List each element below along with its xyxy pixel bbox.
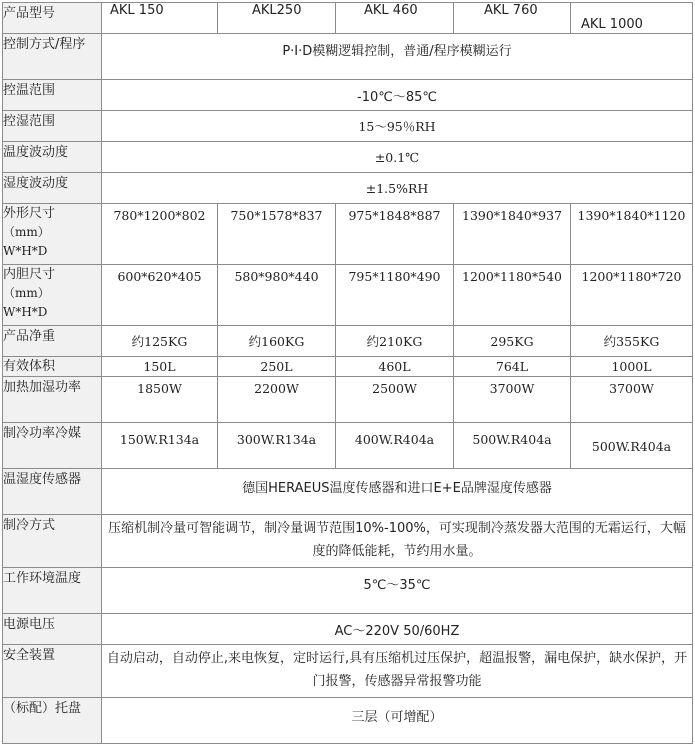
- spec-table: [2, 2, 693, 744]
- row-inner-size: [3, 265, 693, 326]
- value-safety: 自动启动，自动停止,来电恢复，定时运行,具有压缩机过压保护，超温报警，漏电保护，缺水保护，开门报警，传感器异常报警功能: [102, 645, 693, 698]
- row-power: [3, 614, 693, 645]
- heat-power-akl-150: 1850W: [102, 377, 218, 423]
- value-temp-range: -10℃～85℃: [102, 80, 693, 111]
- cool-power-akl-460: 400W.R404a: [336, 423, 454, 469]
- row-outer-size: [3, 204, 693, 265]
- label-ambient: 工作环境温度: [3, 568, 102, 614]
- label-net-weight: 产品净重: [3, 326, 102, 357]
- value-temp-fluct: ±0.1℃: [102, 142, 693, 173]
- value-ambient: 5℃～35℃: [102, 568, 693, 614]
- cool-power-akl-760: 500W.R404a: [454, 423, 571, 469]
- row-cool-power: [3, 423, 693, 469]
- cool-power-akl-150: 150W.R134a: [102, 423, 218, 469]
- net-weight-akl-760: 295KG: [454, 326, 571, 357]
- heat-power-akl-1000: 3700W: [571, 377, 693, 423]
- row-temp-range: [3, 80, 693, 111]
- cool-power-akl-1000: 500W.R404a: [571, 423, 693, 469]
- label-control: 控制方式/程序: [3, 34, 102, 80]
- label-outer-size-line-3: W*H*D: [3, 244, 48, 258]
- outer-size-akl-1000: 1390*1840*1120: [571, 204, 693, 265]
- heat-power-akl-250: 2200W: [218, 377, 336, 423]
- label-outer-size-line-1: 外形尺寸: [3, 206, 56, 221]
- row-volume: [3, 357, 693, 377]
- row-heat-power: [3, 377, 693, 423]
- net-weight-akl-150: 约125KG: [102, 326, 218, 357]
- value-control: P·I·D模糊逻辑控制，普通/程序模糊运行: [102, 34, 693, 80]
- outer-size-akl-250: 750*1578*837: [218, 204, 336, 265]
- row-temp-fluct: [3, 142, 693, 173]
- label-hum-fluct: 湿度波动度: [3, 173, 102, 204]
- row-sensor: [3, 469, 693, 515]
- model-akl-1000: AKL 1000: [571, 3, 693, 34]
- model-akl-150: AKL 150: [102, 3, 218, 34]
- volume-akl-760: 764L: [454, 357, 571, 377]
- row-cooling: [3, 515, 693, 568]
- net-weight-akl-1000: 约355KG: [571, 326, 693, 357]
- label-inner-size-line-2: （mm）: [3, 286, 50, 300]
- row-ambient: [3, 568, 693, 614]
- value-power: AC～220V 50/60HZ: [102, 614, 693, 645]
- outer-size-akl-760: 1390*1840*937: [454, 204, 571, 265]
- inner-size-akl-150: 600*620*405: [102, 265, 218, 326]
- row-model: [3, 3, 693, 34]
- label-outer-size: [3, 204, 102, 265]
- label-temp-fluct: 温度波动度: [3, 142, 102, 173]
- value-sensor: 德国HERAEUS温度传感器和进口E+E品牌湿度传感器: [102, 469, 693, 515]
- value-hum-fluct: ±1.5%RH: [102, 173, 693, 204]
- label-model: 产品型号: [3, 3, 102, 34]
- volume-akl-1000: 1000L: [571, 357, 693, 377]
- inner-size-akl-460: 795*1180*490: [336, 265, 454, 326]
- model-akl-460: AKL 460: [336, 3, 454, 34]
- heat-power-akl-460: 2500W: [336, 377, 454, 423]
- label-tray: （标配）托盘: [3, 698, 102, 744]
- model-akl-760: AKL 760: [454, 3, 571, 34]
- outer-size-akl-460: 975*1848*887: [336, 204, 454, 265]
- label-inner-size-line-1: 内胆尺寸: [3, 267, 56, 282]
- row-hum-range: [3, 111, 693, 142]
- row-hum-fluct: [3, 173, 693, 204]
- label-volume: 有效体积: [3, 357, 102, 377]
- label-heat-power: 加热加湿功率: [3, 377, 102, 423]
- label-temp-range: 控温范围: [3, 80, 102, 111]
- cool-power-akl-250: 300W.R134a: [218, 423, 336, 469]
- volume-akl-250: 250L: [218, 357, 336, 377]
- row-net-weight: [3, 326, 693, 357]
- inner-size-akl-1000: 1200*1180*720: [571, 265, 693, 326]
- label-inner-size-line-3: W*H*D: [3, 305, 48, 319]
- net-weight-akl-460: 约210KG: [336, 326, 454, 357]
- row-tray: [3, 698, 693, 744]
- volume-akl-150: 150L: [102, 357, 218, 377]
- net-weight-akl-250: 约160KG: [218, 326, 336, 357]
- row-control: [3, 34, 693, 80]
- label-hum-range: 控湿范围: [3, 111, 102, 142]
- heat-power-akl-760: 3700W: [454, 377, 571, 423]
- label-power: 电源电压: [3, 614, 102, 645]
- value-tray: 三层（可增配）: [102, 698, 693, 744]
- volume-akl-460: 460L: [336, 357, 454, 377]
- label-outer-size-line-2: （mm）: [3, 225, 50, 239]
- row-safety: [3, 645, 693, 698]
- label-safety: 安全装置: [3, 645, 102, 698]
- value-hum-range: 15～95％RH: [102, 111, 693, 142]
- inner-size-akl-250: 580*980*440: [218, 265, 336, 326]
- inner-size-akl-760: 1200*1180*540: [454, 265, 571, 326]
- label-cooling: 制冷方式: [3, 515, 102, 568]
- label-inner-size: [3, 265, 102, 326]
- model-akl-250: AKL250: [218, 3, 336, 34]
- label-cool-power: 制冷功率冷媒: [3, 423, 102, 469]
- value-cooling: 压缩机制冷量可智能调节，制冷量调节范围10%-100%，可实现制冷蒸发器大范围的无霜运行，大幅度的降低能耗，节约用水量。: [102, 515, 693, 568]
- label-sensor: 温湿度传感器: [3, 469, 102, 515]
- outer-size-akl-150: 780*1200*802: [102, 204, 218, 265]
